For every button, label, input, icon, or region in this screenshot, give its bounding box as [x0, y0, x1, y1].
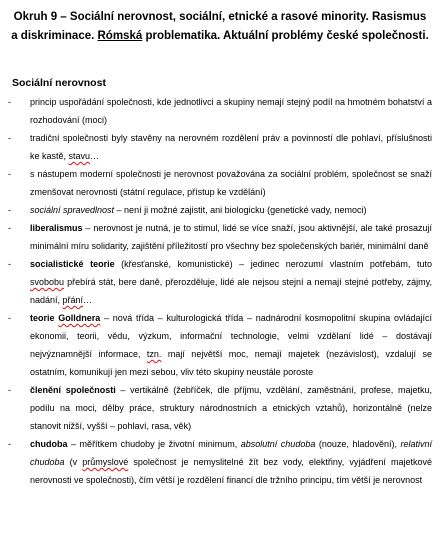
item-text: (křesťanské, komunistické) – jedinec nerozumí vlastním potřebám, tuto: [114, 259, 432, 269]
spellcheck-word: svobobu: [30, 277, 65, 287]
title-part-2: problematika. Aktuální problémy české společnosti.: [142, 30, 429, 42]
list-dash: -: [8, 205, 11, 215]
list-dash: -: [8, 259, 11, 269]
list-dash: -: [8, 385, 11, 395]
item-italic-term: relativní chudoba: [30, 439, 432, 467]
item-text: (nouze, hladovění),: [315, 439, 401, 449]
item-text: s nástupem moderní společnosti je nerovnost považována za sociální problém, společnost se snaží zmenšovat nerovnosti (státní regulace, přístup ke vzdělání): [30, 169, 432, 197]
list-item: [8, 219, 432, 255]
list-item: [8, 129, 432, 165]
list-dash: -: [8, 97, 11, 107]
list-item: [8, 309, 432, 381]
item-bold-term: teorie: [30, 313, 59, 323]
list-item: [8, 165, 432, 201]
item-bold-term: chudoba: [30, 439, 68, 449]
spellcheck-word: Golldnera: [58, 313, 101, 323]
item-bold-term: liberalismus: [30, 223, 83, 233]
item-text: …: [90, 151, 100, 161]
title-part-1: Okruh 9 – Sociální nerovnost, sociální, etnické a rasové minority. Rasismus a diskriminace.: [11, 11, 427, 42]
list-item: [8, 435, 432, 489]
section-heading: Sociální nerovnost: [12, 77, 106, 89]
item-text: společnost je nemyslitelné žít bez vody, elektřiny, vyjádření majetkové nerovnosti ve společnosti), čím větší je rozdělení financí dle tržního principu, tím větší je nerovnost: [30, 457, 433, 485]
list-dash: -: [8, 169, 11, 179]
list-dash: -: [8, 223, 11, 233]
item-text: …: [83, 295, 93, 305]
list-dash: -: [8, 313, 11, 323]
item-italic-term: absolutní chudoba: [240, 439, 316, 449]
bullet-list: [8, 93, 432, 489]
item-text: – vertikálně (žebříček, dle příjmu, vzdělání, zaměstnání, profese, majetku, podílu na moci, dělby práce, struktury národnostních a etnických vztahů), horizontálně (nelze stanovit nižší, vyšší – pohlaví, rasa, věk): [30, 385, 432, 431]
item-text: mají největší moc, nemají majetek (nezávislost), vzdalují se ostatním, komunikují jen mezi sebou, vliv této skupiny neustále poroste: [30, 349, 433, 377]
document-title: [8, 8, 432, 46]
item-text: – není ji možné zajistit, ani biologicku (genetické vady, nemoci): [114, 205, 367, 215]
list-item: [8, 93, 432, 129]
list-item: [8, 255, 432, 309]
title-underlined-word: Rómská: [97, 30, 143, 42]
item-text: – nerovnost je nutná, je to stimul, lidé se více snaží, jsou aktivnější, ale také prosazují minimální míru solidarity, zajištění příležitostí pro všechny bez společenských bariér, minimální daně: [30, 223, 432, 251]
item-text: (v: [64, 457, 83, 467]
item-bold-term: členění společnosti: [30, 385, 116, 395]
item-text: – nová třída – kulturologická třída – nadnárodní kosmopolitní skupina ovládající ekonomii, teorii, vědu, výzkum, informační technologie, velmi vzdělaní lidé – dostávají nejvýznamnější informace,: [30, 313, 432, 359]
item-text: přebírá stát, bere daně, přerozděluje, lidé ale nejsou stejní a nemají stejné potřeby, zájmy, nadání,: [30, 277, 432, 305]
spellcheck-word: průmyslové: [82, 457, 129, 467]
list-item: [8, 381, 432, 435]
list-dash: -: [8, 439, 11, 449]
spellcheck-word: přání: [62, 295, 84, 305]
item-text: tradiční společnosti byly stavěny na nerovném rozdělení práv a povinností dle pohlaví, příslušnosti ke kastě,: [30, 133, 432, 161]
item-italic-term: sociální spravedlnost: [30, 205, 115, 215]
spellcheck-word: stavu: [68, 151, 91, 161]
list-dash: -: [8, 133, 11, 143]
item-bold-term: socialistické teorie: [30, 259, 115, 269]
item-text: – měřítkem chudoby je životní minimum,: [67, 439, 241, 449]
list-item: [8, 201, 432, 219]
item-text: princip uspořádání společnosti, kde jednotlivci a skupiny nemají stejný podíl na hmotném bohatství a rozhodování (moci): [30, 97, 432, 125]
spellcheck-word: tzn.: [146, 349, 162, 359]
